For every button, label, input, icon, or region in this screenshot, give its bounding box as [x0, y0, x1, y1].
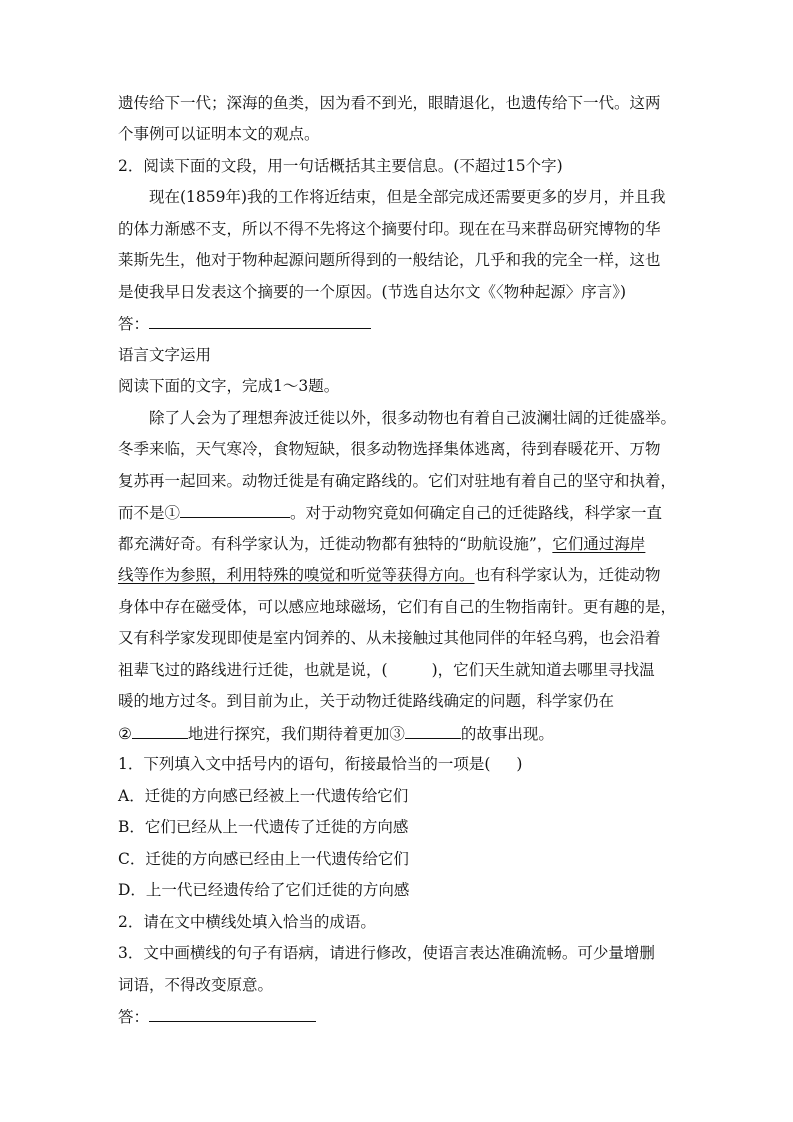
question-2-prompt: 2．阅读下面的文段，用一句话概括其主要信息。(不超过15个字): [118, 157, 563, 175]
passage-text: 也有科学家认为，迁徙动物: [474, 566, 661, 584]
passage-line: [118, 723, 678, 744]
question-3-continued: 词语，不得改变原意。: [118, 976, 274, 994]
underlined-sentence: 线等作为参照，利用特殊的嗅觉和听觉等获得方向。: [118, 566, 475, 584]
passage-text: )，它们天生就知道去哪里寻找温: [431, 661, 655, 679]
passage-text: 。对于动物究竟如何确定自己的迁徙路线，科学家一直: [290, 504, 663, 522]
passage-line: 暖的地方过冬。到目前为止，关于动物迁徙路线确定的问题，科学家仍在: [118, 692, 615, 710]
passage-text: 都充满好奇。有科学家认为，迁徙动物都有独特的“助航设施”，: [118, 535, 553, 553]
text-line: 遗传给下一代；深海的鱼类，因为看不到光，眼睛退化，也遗传给下一代。这两: [118, 94, 661, 112]
passage-line: [118, 534, 678, 554]
excerpt-line: 莱斯先生，他对于物种起源问题所得到的一般结论，几乎和我的完全一样，这也: [118, 251, 661, 269]
answer-row: [118, 1006, 678, 1027]
blank-3[interactable]: [405, 723, 461, 739]
passage-text: 祖辈飞过的路线进行迁徙，也就是说，(: [118, 661, 388, 679]
answer-blank[interactable]: [149, 313, 371, 329]
excerpt-line: 现在(1859年)我的工作将近结束，但是全部完成还需要更多的岁月，并且我: [149, 188, 666, 206]
blank-2[interactable]: [132, 723, 188, 739]
passage-line: 复苏再一起回来。动物迁徙是有确定路线的。它们对驻地有着自己的坚守和执着，: [118, 472, 677, 490]
answer-label: 答：: [118, 1008, 150, 1026]
answer-row: [118, 313, 678, 334]
question-3: 3．文中画横线的句子有语病，请进行修改，使语言表达准确流畅。可少量增删: [118, 944, 655, 962]
answer-blank[interactable]: [149, 1006, 316, 1022]
option-d: D．上一代已经遗传给了它们迁徙的方向感: [118, 881, 410, 899]
passage-line: 又有科学家发现即使是室内饲养的、从未接触过其他同伴的年轻乌鸦，也会沿着: [118, 629, 661, 647]
question-1: [118, 754, 678, 774]
passage-line: 除了人会为了理想奔波迁徙以外，很多动物也有着自己波澜壮阔的迁徙盛举。: [149, 409, 677, 427]
question-text: 1．下列填入文中括号内的语句，衔接最恰当的一项是(: [118, 755, 491, 773]
text-line: 个事例可以证明本文的观点。: [118, 125, 320, 143]
option-b: B．它们已经从上一代遗传了迁徙的方向感: [118, 818, 409, 836]
passage-text: 而不是①: [118, 504, 181, 522]
answer-label: 答：: [118, 315, 150, 333]
passage-text: ②: [118, 725, 132, 743]
blank-1[interactable]: [180, 502, 290, 518]
excerpt-line: 是使我早日发表这个摘要的一个原因。(节选自达尔文《〈物种起源〉序言》): [118, 283, 627, 301]
question-text: ): [516, 755, 523, 773]
option-c: C．迁徙的方向感已经由上一代遗传给它们: [118, 850, 409, 868]
section-instruction: 阅读下面的文字，完成1～3题。: [118, 377, 340, 395]
option-a: A．迁徙的方向感已经被上一代遗传给它们: [118, 787, 409, 805]
passage-line: 冬季来临，天气寒冷，食物短缺，很多动物选择集体逃离，待到春暖花开、万物: [118, 440, 661, 458]
passage-line: [118, 660, 678, 680]
section-title: 语言文字运用: [118, 346, 212, 364]
passage-text: 的故事出现。: [460, 725, 554, 743]
passage-line: 身体中存在磁受体，可以感应地球磁场，它们有自己的生物指南针。更有趣的是，: [118, 598, 677, 616]
passage-line: [118, 502, 678, 523]
question-2: 2．请在文中横线处填入恰当的成语。: [118, 913, 376, 931]
underlined-sentence: 它们通过海岸: [552, 535, 646, 553]
excerpt-line: 的体力渐感不支，所以不得不先将这个摘要付印。现在在马来群岛研究博物的华: [118, 220, 661, 238]
passage-text: 地进行探究，我们期待着更加③: [187, 725, 405, 743]
passage-line: [118, 565, 678, 585]
